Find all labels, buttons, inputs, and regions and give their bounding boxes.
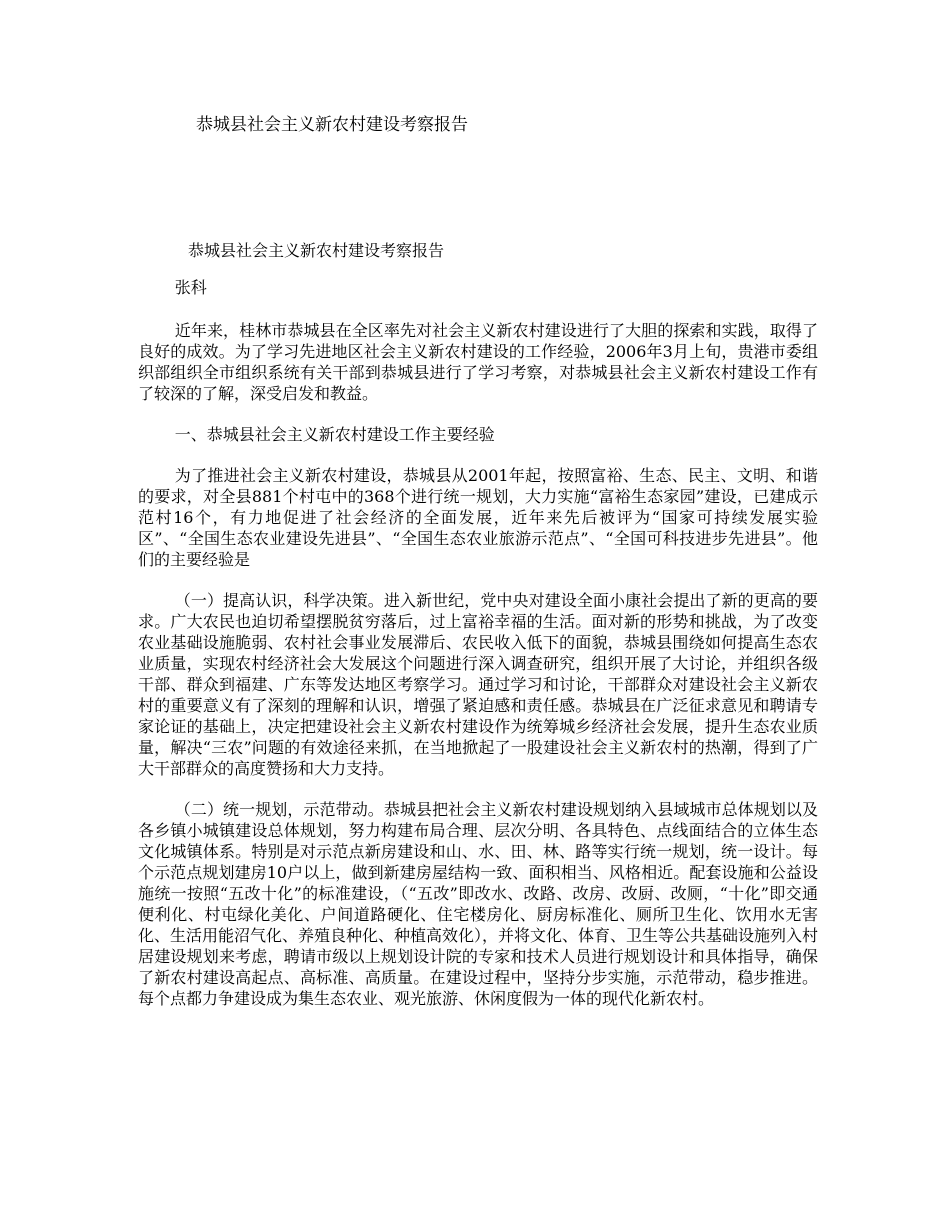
- document-body: [138, 240, 818, 1029]
- section-heading: 一、恭城县社会主义新农村建设工作主要经验: [174, 425, 495, 444]
- document-title: 恭城县社会主义新农村建设考察报告: [188, 241, 445, 260]
- body-paragraph: （二）统一规划，示范带动。恭城县把社会主义新农村建设规划纳入县域城市总体规划以及各乡镇小城镇建设总体规划，努力构建布局合理、层次分明、各具特色、点线面结合的立体生态文化城镇体系。特别是对示范点新房建设和山、水、田、林、路等实行统一规划，统一设计。每个示范点规划建房10户以上，做到新建房屋结构一致、面积相当、风格相近。配套设施和公益设施统一按照“五改十化”的标准建设，（“五改”即改水、改路、改房、改厨、改厕，“十化”即交通便利化、村屯绿化美化、户间道路硬化、住宅楼房化、厨房标准化、厕所卫生化、饮用水无害化、生活用能沼气化、养殖良种化、种植高效化），并将文化、体育、卫生等公共基础设施列入村居建设规划来考虑，聘请市级以上规划设计院的专家和技术人员进行规划设计和具体指导，确保了新农村建设高起点、高标准、高质量。在建设过程中，坚持分步实施，示范带动，稳步推进。每个点都力争建设成为集生态农业、观光旅游、休闲度假为一体的现代化新农村。: [138, 800, 819, 1008]
- author-name: 张科: [174, 278, 207, 297]
- header-title: 恭城县社会主义新农村建设考察报告: [196, 115, 468, 135]
- intro-paragraph: 近年来，桂林市恭城县在全区率先对社会主义新农村建设进行了大胆的探索和实践，取得了良好的成效。为了学习先进地区社会主义新农村建设的工作经验，2006年3月上旬，贵港市委组织部组织全市组织系统有关干部到恭城县进行了学习考察，对恭城县社会主义新农村建设工作有了较深的了解，深受启发和教益。: [138, 321, 818, 403]
- body-paragraph: （一）提高认识，科学决策。进入新世纪，党中央对建设全面小康社会提出了新的更高的要求。广大农民也迫切希望摆脱贫穷落后，过上富裕幸福的生活。面对新的形势和挑战，为了改变农业基础设施脆弱、农村社会事业发展滞后、农民收入低下的面貌，恭城县围绕如何提高生态农业质量，实现农村经济社会大发展这个问题进行深入调查研究，组织开展了大讨论，并组织各级干部、群众到福建、广东等发达地区考察学习。通过学习和讨论，干部群众对建设社会主义新农村的重要意义有了深刻的理解和认识，增强了紧迫感和责任感。恭城县在广泛征求意见和聘请专家论证的基础上，决定把建设社会主义新农村建设作为统筹城乡经济社会发展，提升生态农业质量，解决“三农”问题的有效途径来抓，在当地掀起了一股建设社会主义新农村的热潮，得到了广大干部群众的高度赞扬和大力支持。: [138, 591, 818, 778]
- body-paragraph: 为了推进社会主义新农村建设，恭城县从2001年起，按照富裕、生态、民主、文明、和谐的要求，对全县881个村屯中的368个进行统一规划，大力实施“富裕生态家园”建设，已建成示范村16个，有力地促进了社会经济的全面发展，近年来先后被评为“国家可持续发展实验区”、“全国生态农业建设先进县”、“全国生态农业旅游示范点”、“全国可科技进步先进县”。他们的主要经验是: [138, 466, 818, 569]
